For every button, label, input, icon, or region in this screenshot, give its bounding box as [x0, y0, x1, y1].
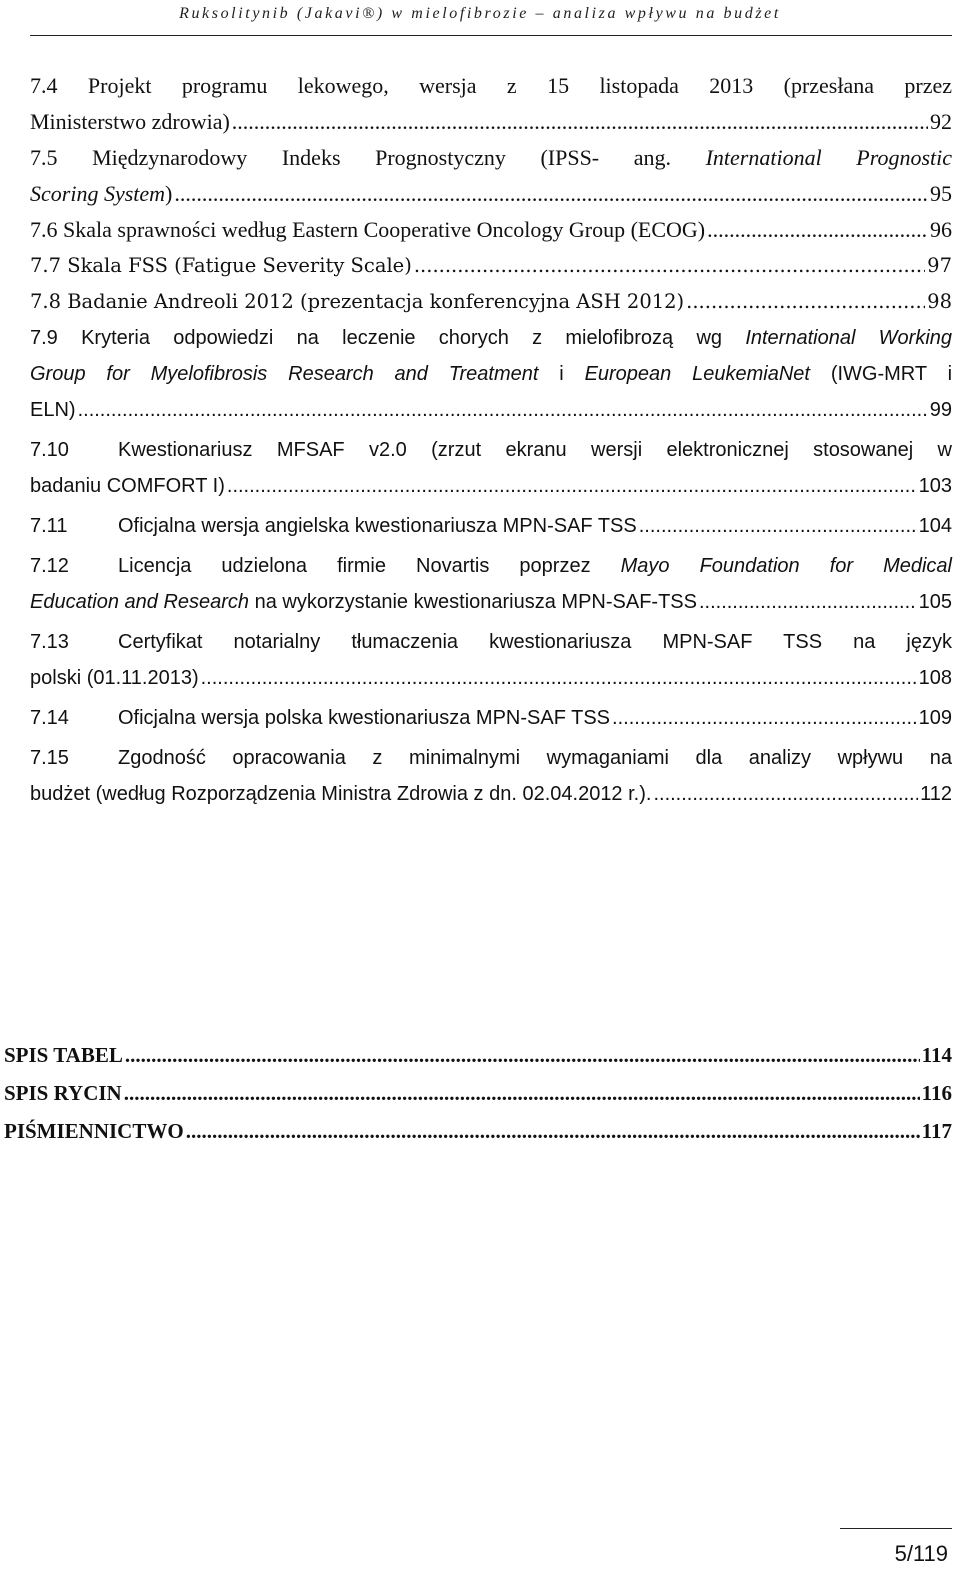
toc-page-number: 114 — [921, 1043, 952, 1067]
toc-entry-number: 7.4 — [30, 73, 58, 98]
dot-leader — [639, 508, 917, 544]
toc-page-number: 104 — [918, 515, 952, 537]
toc-entry-7-4[interactable] — [30, 68, 952, 140]
toc-entry-number: 7.6 — [30, 217, 58, 242]
toc-entry-line — [30, 68, 952, 104]
toc-section-pismiennictwo[interactable] — [4, 1112, 952, 1150]
toc-section-title: SPIS RYCIN — [4, 1081, 122, 1105]
toc-entry-text: Projekt programu lekowego, wersja z 15 listopada 2013 (przesłana przez — [87, 73, 953, 98]
toc-page-number: 98 — [927, 290, 952, 313]
toc-entry-text-italic: Education and Research — [30, 591, 250, 613]
toc-entry-text: (IWG-MRT i — [830, 363, 953, 385]
toc-entry-number: 7.10 — [30, 439, 69, 461]
header-divider — [30, 35, 952, 36]
toc-entry-text: polski (01.11.2013) — [30, 667, 199, 689]
footer-divider — [840, 1528, 952, 1529]
toc-page-number: 112 — [920, 783, 952, 805]
toc-entry-text: budżet (według Rozporządzenia Ministra Zdrowia z dn. 02.04.2012 r.). — [30, 783, 652, 805]
dot-leader — [686, 284, 925, 320]
toc-entry-line — [30, 140, 952, 176]
toc-entry-7-6[interactable] — [30, 212, 952, 248]
toc-entry-text: Skala sprawności według Eastern Cooperative Oncology Group (ECOG) — [63, 217, 706, 242]
toc-page-number: 117 — [921, 1119, 952, 1143]
toc-page-number: 105 — [918, 591, 952, 613]
toc-page-number: 95 — [930, 181, 952, 206]
toc-section-spis-tabel[interactable] — [4, 1036, 952, 1074]
toc-entry-text-italic: Group for Myelofibrosis Research and Treatment — [30, 363, 539, 385]
dot-leader — [232, 104, 928, 140]
dot-leader — [612, 700, 917, 736]
toc-entry-text: Ministerstwo zdrowia) — [30, 109, 230, 134]
toc-entry-line — [30, 548, 952, 584]
toc-page-number: 92 — [930, 109, 952, 134]
toc-page-number: 116 — [921, 1081, 952, 1105]
toc-entry-number: 7.9 — [30, 327, 58, 349]
toc-entry-text-italic: International Prognostic — [705, 145, 952, 170]
toc-entry-text-italic: European LeukemiaNet — [584, 363, 810, 385]
toc-entry-number: 7.13 — [30, 631, 69, 653]
toc-entry-7-8[interactable] — [30, 284, 952, 320]
dot-leader — [699, 584, 917, 620]
toc-entry-number: 7.5 — [30, 145, 58, 170]
page-number: 5/119 — [894, 1541, 948, 1566]
toc-entry-text: badaniu COMFORT I) — [30, 475, 225, 497]
toc-entry-number: 7.12 — [30, 555, 69, 577]
toc-entry-text: ) — [165, 181, 173, 206]
toc-entry-text: i — [559, 363, 564, 385]
toc-section-spis-rycin[interactable] — [4, 1074, 952, 1112]
toc-entry-number: 7.15 — [30, 747, 69, 769]
toc-page-number: 108 — [918, 667, 952, 689]
toc-entry-7-13[interactable] — [30, 624, 952, 696]
toc-entry-7-15[interactable] — [30, 740, 952, 812]
toc-entry-text-italic: Mayo Foundation for Medical — [620, 555, 952, 577]
toc-entry-7-10[interactable] — [30, 432, 952, 504]
toc-entry-number: 7.7 — [30, 254, 62, 277]
toc-entry-line — [30, 432, 952, 468]
dot-leader — [653, 776, 918, 812]
toc-entry-text-italic: Scoring System — [30, 181, 166, 206]
dot-leader — [414, 248, 925, 284]
toc-entry-number: 7.11 — [30, 515, 68, 537]
toc-page-number: 97 — [927, 254, 952, 277]
toc-entry-text: Zgodność opracowania z minimalnymi wymaganiami dla analizy wpływu na — [118, 747, 952, 769]
toc-entry-line — [30, 740, 952, 776]
toc-entry-text: Kryteria odpowiedzi na leczenie chorych z mielofibrozą wg — [81, 327, 723, 349]
dot-leader — [707, 212, 928, 248]
toc-entry-text: Badanie Andreoli 2012 (prezentacja konferencyjna ASH 2012) — [67, 290, 685, 313]
running-header: Ruksolitynib (Jakavi®) w mielofibrozie – analiza wpływu na budżet — [179, 5, 781, 22]
dot-leader — [78, 392, 928, 428]
toc-entry-7-5[interactable] — [30, 140, 952, 212]
toc-sections — [4, 1036, 952, 1150]
dot-leader — [186, 1112, 920, 1150]
toc-entry-text: Oficjalna wersja polska kwestionariusza MPN-SAF TSS — [118, 707, 611, 729]
toc-entry-text: ELN) — [30, 399, 76, 421]
toc-entry-7-14[interactable] — [30, 700, 952, 736]
toc-page-number: 109 — [918, 707, 952, 729]
table-of-contents — [30, 68, 952, 812]
toc-entry-7-7[interactable] — [30, 248, 952, 284]
toc-entry-7-12[interactable] — [30, 548, 952, 620]
toc-entry-number: 7.14 — [30, 707, 69, 729]
toc-entry-line — [30, 356, 952, 392]
dot-leader — [201, 660, 917, 696]
dot-leader — [125, 1036, 920, 1074]
dot-leader — [124, 1074, 920, 1112]
toc-entry-number: 7.8 — [30, 290, 62, 313]
toc-entry-line — [30, 624, 952, 660]
dot-leader — [174, 176, 928, 212]
toc-entry-text-italic: International Working — [745, 327, 953, 349]
toc-entry-text: na wykorzystanie kwestionariusza MPN-SAF-TSS — [254, 591, 697, 613]
toc-entry-7-11[interactable] — [30, 508, 952, 544]
dot-leader — [227, 468, 917, 504]
toc-entry-line — [30, 320, 952, 356]
toc-page-number: 103 — [918, 475, 952, 497]
toc-entry-text: Oficjalna wersja angielska kwestionariusza MPN-SAF TSS — [118, 515, 637, 537]
toc-section-title: PIŚMIENNICTWO — [4, 1119, 184, 1143]
toc-entry-text: Certyfikat notarialny tłumaczenia kwestionariusza MPN-SAF TSS na język — [118, 631, 952, 653]
toc-entry-text: Licencja udzielona firmie Novartis poprzez — [118, 555, 591, 577]
toc-entry-text: Kwestionariusz MFSAF v2.0 (zrzut ekranu wersji elektronicznej stosowanej w — [118, 439, 952, 461]
toc-page-number: 96 — [930, 217, 952, 242]
toc-entry-7-9[interactable] — [30, 320, 952, 428]
toc-entry-text: Międzynarodowy Indeks Prognostyczny (IPSS- ang. — [92, 145, 671, 170]
toc-entry-text: Skala FSS (Fatigue Severity Scale) — [67, 254, 412, 277]
toc-page-number: 99 — [929, 399, 952, 421]
toc-section-title: SPIS TABEL — [4, 1043, 123, 1067]
